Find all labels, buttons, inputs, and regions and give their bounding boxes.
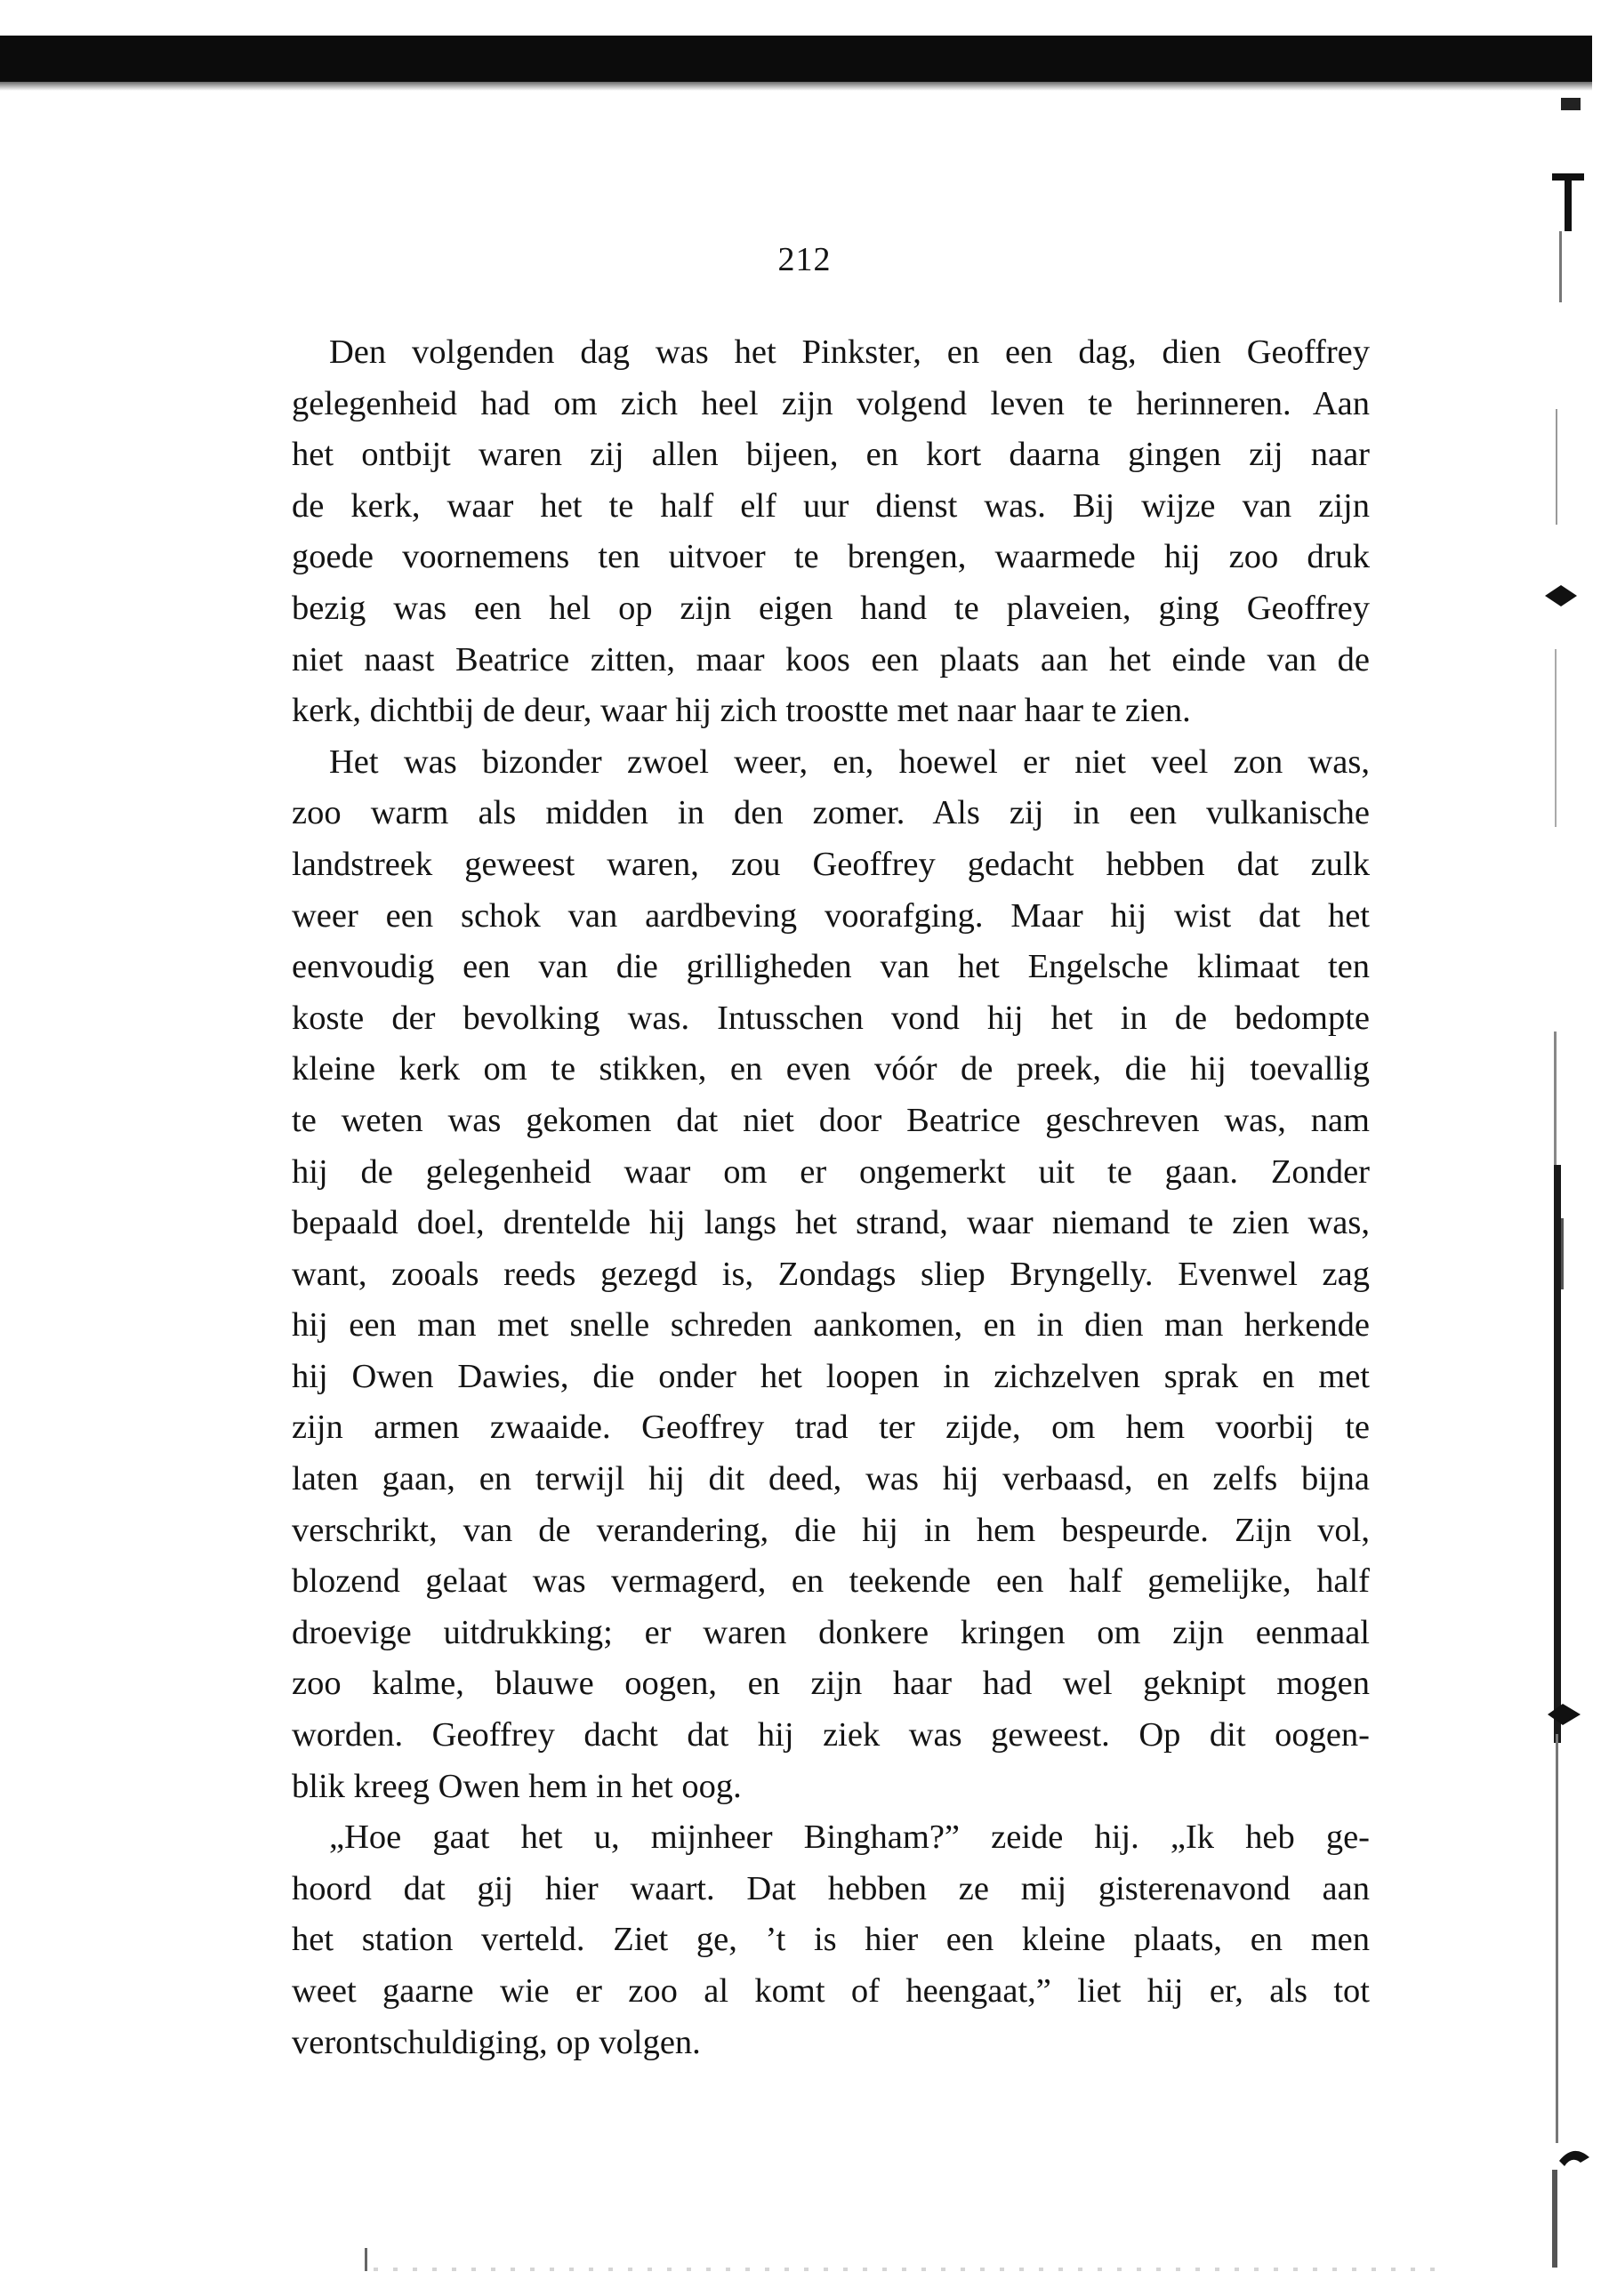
- text-line: zijn armen zwaaide. Geoffrey trad ter zijde, om hem voorbij te: [292, 1409, 1370, 1447]
- text-line: goede voornemens ten uitvoer te brengen, waarmede hij zoo druk: [292, 538, 1370, 576]
- text-line: bezig was een hel op zijn eigen hand te plaveien, ging Geoffrey: [292, 589, 1370, 627]
- text-line: zoo warm als midden in den zomer. Als zij in een vulkanische: [292, 794, 1370, 832]
- scan-top-bar-shadow: [0, 82, 1592, 91]
- text-line: eenvoudig een van die grilligheden van het Engelsche klimaat ten: [292, 948, 1370, 986]
- page-number: 212: [777, 241, 832, 278]
- text-line: gelegenheid had om zich heel zijn volgend leven te herinneren. Aan: [292, 384, 1370, 422]
- text-line: „Hoe gaat het u, mijnheer Bingham?” zeide hij. „Ik heb ge-: [329, 1818, 1370, 1857]
- text-line: hij een man met snelle schreden aankomen, en in dien man herkende: [292, 1306, 1370, 1345]
- scan-bottom-specks: [374, 2268, 1441, 2271]
- text-line: landstreek geweest waren, zou Geoffrey gedacht hebben dat zulk: [292, 845, 1370, 883]
- text-line: het ontbijt waren zij allen bijeen, en kort daarna gingen zij naar: [292, 436, 1370, 474]
- text-line: Het was bizonder zwoel weer, en, hoewel er niet veel zon was,: [329, 743, 1370, 781]
- text-line: hij de gelegenheid waar om er ongemerkt uit te gaan. Zonder: [292, 1152, 1370, 1191]
- text-line: want, zooals reeds gezegd is, Zondags sliep Bryngelly. Evenwel zag: [292, 1255, 1370, 1293]
- text-line: bepaald doel, drentelde hij langs het strand, waar niemand te zien was,: [292, 1204, 1370, 1242]
- text-line: verschrikt, van de verandering, die hij in hem bespeurde. Zijn vol,: [292, 1511, 1370, 1549]
- text-line: niet naast Beatrice zitten, maar koos een plaats aan het einde van de: [292, 640, 1370, 678]
- text-line: het station verteld. Ziet ge, ’t is hier een kleine plaats, en men: [292, 1921, 1370, 1959]
- text-line: verontschuldiging, op volgen.: [292, 2023, 701, 2061]
- text-line: de kerk, waar het te half elf uur dienst was. Bij wijze van zijn: [292, 486, 1370, 525]
- text-line: te weten was gekomen dat niet door Beatrice geschreven was, nam: [292, 1101, 1370, 1139]
- text-line: kerk, dichtbij de deur, waar hij zich troostte met naar haar te zien.: [292, 692, 1191, 730]
- text-line: koste der bevolking was. Intusschen vond hij het in de bedompte: [292, 999, 1370, 1037]
- text-line: weer een schok van aardbeving voorafging. Maar hij wist dat het: [292, 896, 1370, 935]
- body-text: [292, 327, 1370, 2068]
- scan-edge-artifacts: [1499, 98, 1597, 2285]
- text-line: hij Owen Dawies, die onder het loopen in zichzelven sprak en met: [292, 1357, 1370, 1395]
- scan-top-bar: [0, 36, 1592, 82]
- text-line: hoord dat gij hier waart. Dat hebben ze mij gisterenavond aan: [292, 1869, 1370, 1907]
- text-line: blozend gelaat was vermagerd, en teekende een half gemelijke, half: [292, 1562, 1370, 1601]
- text-line: droevige uitdrukking; er waren donkere kringen om zijn eenmaal: [292, 1613, 1370, 1651]
- scan-bottom-corner: [365, 2248, 367, 2271]
- text-line: worden. Geoffrey dacht dat hij ziek was geweest. Op dit oogen-: [292, 1716, 1370, 1754]
- text-line: kleine kerk om te stikken, en even vóór de preek, die hij toevallig: [292, 1050, 1370, 1088]
- text-line: laten gaan, en terwijl hij dit deed, was hij verbaasd, en zelfs bijna: [292, 1460, 1370, 1498]
- text-line: blik kreeg Owen hem in het oog.: [292, 1767, 742, 1805]
- text-line: weet gaarne wie er zoo al komt of heengaat,” liet hij er, als tot: [292, 1972, 1370, 2010]
- text-line: Den volgenden dag was het Pinkster, en een dag, dien Geoffrey: [329, 333, 1370, 371]
- text-line: zoo kalme, blauwe oogen, en zijn haar had wel geknipt mogen: [292, 1665, 1370, 1703]
